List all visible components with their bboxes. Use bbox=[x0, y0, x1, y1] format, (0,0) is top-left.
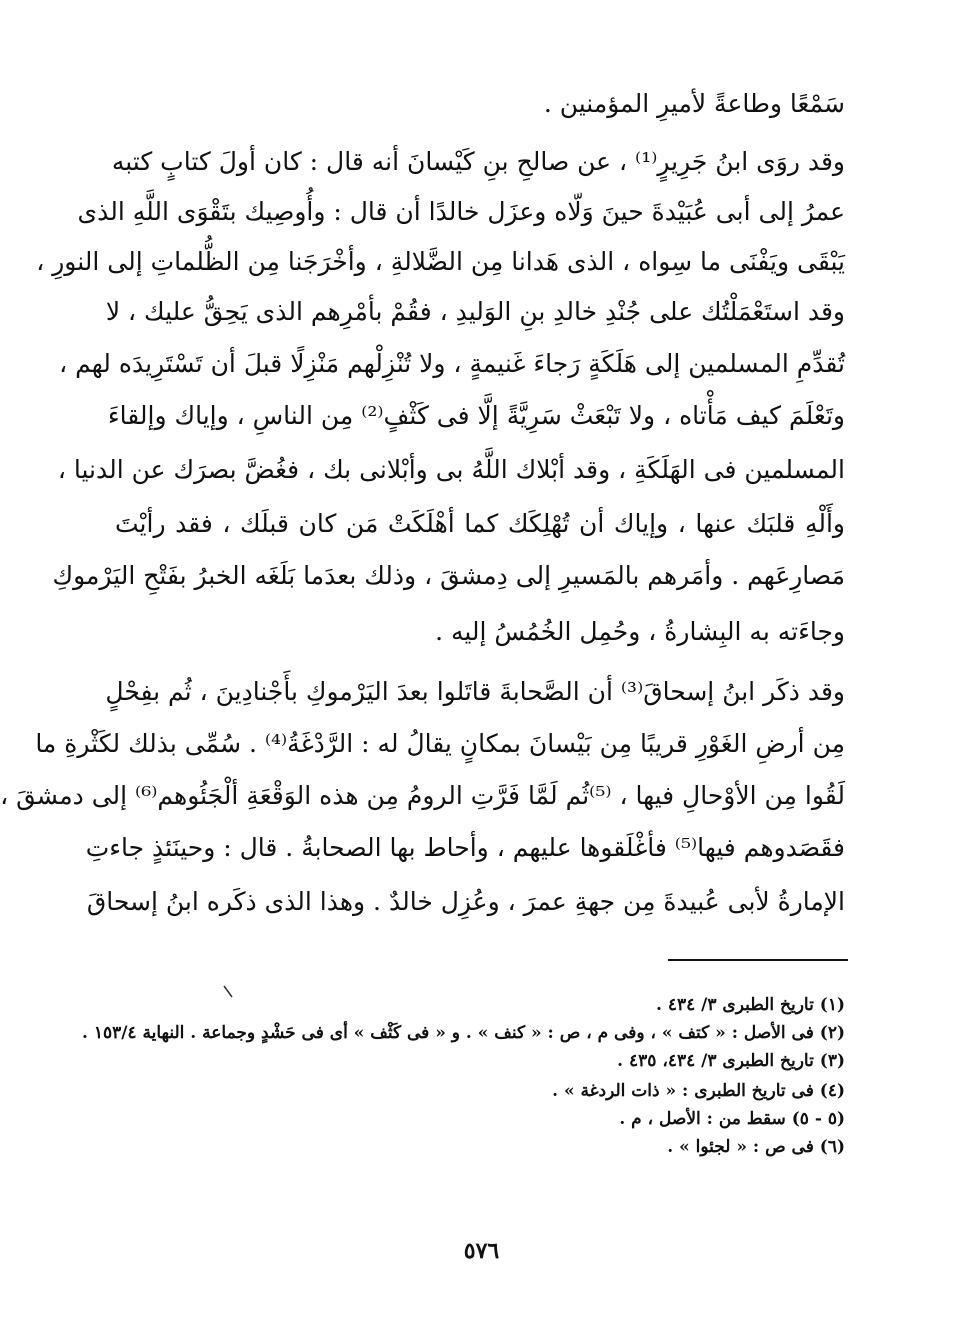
page-number: ٥٧٦ bbox=[463, 1238, 500, 1264]
body-line: سَمْعًا وطاعةً لأميرِ المؤمنين . bbox=[543, 89, 845, 118]
body-line: فقَصَدوهم فيها⁽⁵⁾ فأغْلَقوها عليهم ، وأحاط بها الصحابةُ . قال : وحينَئذٍ جاءتِ bbox=[85, 833, 845, 862]
footnote: (٤) فى تاريخ الطبرى : « ذات الردغة » . bbox=[552, 1081, 845, 1101]
footnote: (٥ - ٥) سقط من : الأصل ، م . bbox=[619, 1109, 845, 1129]
body-line: وتَعْلَمَ كيف مَأْتاه ، ولا تَبْعَثْ سَرِيَّةً إلَّا فى كَثْفٍ⁽²⁾ مِن الناسِ ، وإياك وإلقاءَ bbox=[107, 401, 845, 430]
footnote: (٢) فى الأصل : « كتف » ، وفى م ، ص : « كنف » . و « فى كَثْف » أى فى حَشْدٍ وجماعة . النهاية ١٥٣/٤ . bbox=[81, 1023, 845, 1043]
body-line: الإمارةُ لأبى عُبيدةَ مِن جهةِ عمرَ ، وعُزِل خالدٌ . وهذا الذى ذكَره ابنُ إسحاقَ bbox=[86, 887, 845, 916]
body-line: وجاءَته به البِشارةُ ، وحُمِل الخُمُسُ إليه . bbox=[435, 617, 845, 646]
body-line: المسلمين فى الهَلَكَةِ ، وقد أبْلاك اللَّهُ بى وأبْلانى بك ، فغُضَّ بصرَك عن الدنيا ، bbox=[57, 455, 845, 484]
body-line: وقد ذكَر ابنُ إسحاقَ⁽³⁾ أن الصَّحابةَ قاتَلوا بعدَ اليَرْموكِ بأَجْنادِينَ ، ثُم بفِحْلٍ bbox=[105, 677, 845, 706]
body-line: وأَلْهِ قلبَك عنها ، وإياك أن تُهْلِكَك كما أهْلَكَتْ مَن كان قبلَك ، فقد رأيْتَ bbox=[115, 509, 845, 538]
body-line: مِن أرضِ الغَوْرِ قريبًا مِن بَيْسانَ بمكانٍ يقالُ له : الرَّدْغَةُ⁽⁴⁾ . سُمِّى بذلك لكَثْرةِ ما bbox=[35, 729, 845, 758]
body-line: عمرُ إلى أبى عُبَيْدةَ حينَ وَلّاه وعزَل خالدًا أن قال : وأُوصِيك بتَقْوَى اللَّهِ الذى bbox=[77, 197, 845, 226]
body-line: وقد استَعْمَلْتُك على جُنْدِ خالدِ بنِ الوَليدِ ، فقُمْ بأمْرِهم الذى يَحِقُّ عليك ، لا bbox=[105, 297, 845, 326]
footnote: (٣) تاريخ الطبرى ٣/ ٤٣٤، ٤٣٥ . bbox=[617, 1051, 845, 1071]
body-line: تُقدِّمِ المسلمين إلى هَلَكَةٍ رَجاءَ غَنيمةٍ ، ولا تُنْزِلْهم مَنْزِلًا قبلَ أن تَسْتَرِيدَه لهم ، bbox=[59, 349, 845, 378]
footnote-separator bbox=[668, 959, 848, 961]
body-line: مَصارِعَهم . وأمَرهم بالمَسيرِ إلى دِمشقَ ، وذلك بعدَما بَلَغَه الخبرُ بفَتْحِ اليَرْموكِ bbox=[52, 561, 845, 590]
footnote: (١) تاريخ الطبرى ٣/ ٤٣٤ . bbox=[655, 995, 845, 1015]
body-line: وقد روَى ابنُ جَرِيرٍ⁽¹⁾ ، عن صالحِ بنِ كَيْسانَ أنه قال : كان أولَ كتابٍ كتبه bbox=[111, 147, 845, 176]
body-line: لَقُوا مِن الأوْحالِ فيها ، ⁽⁵⁾ثُم لَمَّا فَرَّتِ الرومُ مِن هذه الوَقْعَةِ ألْجَئُوهم⁽⁶⁾ إلى دمشقَ ، bbox=[0, 781, 845, 810]
footnote: (٦) فى ص : « لجئوا » . bbox=[667, 1137, 845, 1157]
body-line: يَبْقَى ويَفْنَى ما سِواه ، الذى هَدانا مِن الضَّلالةِ ، وأخْرَجَنا مِن الظُّلماتِ إلى النورِ ، bbox=[36, 247, 845, 276]
